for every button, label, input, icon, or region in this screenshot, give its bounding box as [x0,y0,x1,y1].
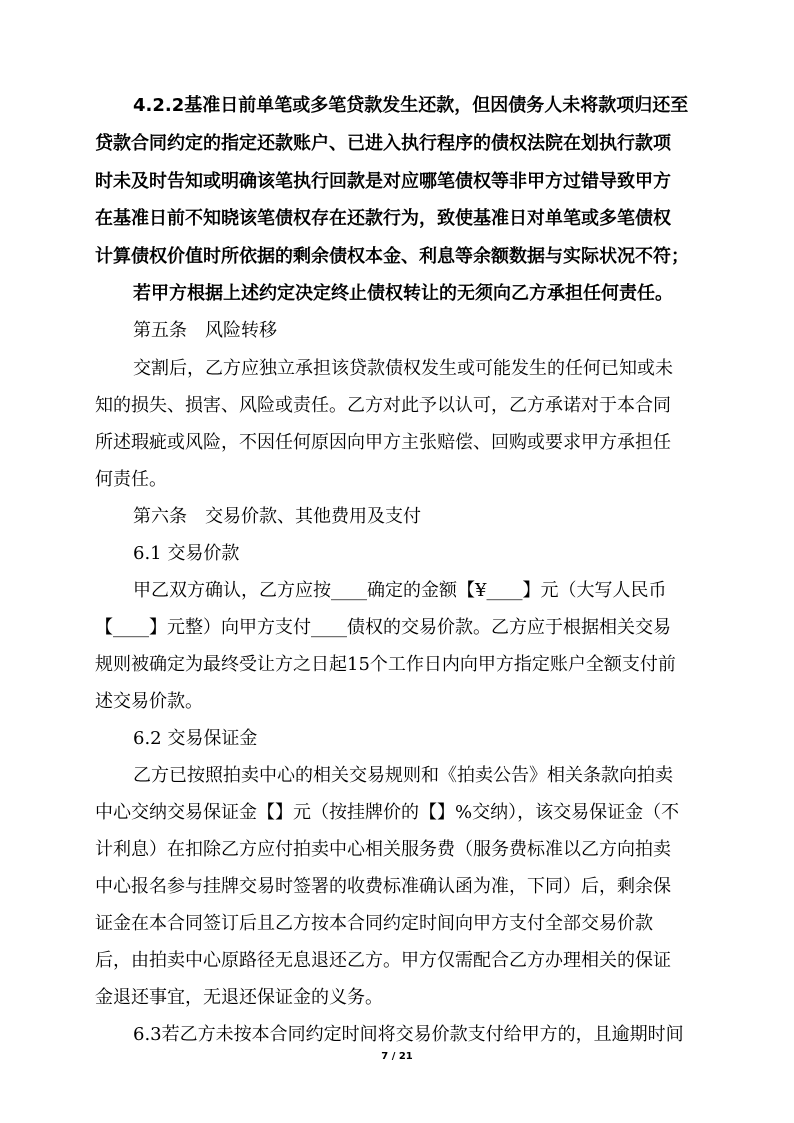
section-6-2-body-line: 金退还事宜，无退还保证金的义务。 [95,987,383,1008]
clause-4-2-2-line: 4.2.2基准日前单笔或多笔贷款发生还款，但因债务人未将款项归还至 [133,95,689,116]
article-5-heading: 第五条 风险转移 [133,320,277,341]
section-6-2-body-line: 后，由拍卖中心原路径无息退还乙方。甲方仅需配合乙方办理相关的保证 [95,950,671,971]
page-number: 7 / 21 [381,1051,413,1062]
article-5-body-line: 所述瑕疵或风险，不因任何原因向甲方主张赔偿、回购或要求甲方承担任 [95,432,671,453]
section-6-1-body-line: 规则被确定为最终受让方之日起15个工作日内向甲方指定账户全额支付前 [95,654,676,675]
section-6-1-body-line: 甲乙双方确认，乙方应按____确定的金额【¥____】元（大写人民币 [133,580,667,601]
clause-4-2-2-line: 计算债权价值时所依据的剩余债权本金、利息等余额数据与实际状况不符； [95,246,689,267]
section-6-1-body-line: 【____】元整）向甲方支付____债权的交易价款。乙方应于根据相关交易 [95,617,671,638]
section-6-2-body-line: 证金在本合同签订后且乙方按本合同约定时间向甲方支付全部交易价款 [95,913,653,934]
section-6-2-body-line: 计利息）在扣除乙方应付拍卖中心相关服务费（服务费标准以乙方向拍卖 [95,839,671,860]
section-6-1-heading: 6.1 交易价款 [133,543,240,564]
section-6-2-body-line: 中心报名参与挂牌交易时签署的收费标准确认函为准，下同）后，剩余保 [95,876,671,897]
section-6-1-body-line: 述交易价款。 [95,691,203,712]
clause-4-2-2-line: 在基准日前不知晓该笔债权存在还款行为，致使基准日对单笔或多笔债权 [95,208,671,229]
article-5-body-line: 知的损失、损害、风险或责任。乙方对此予以认可，乙方承诺对于本合同 [95,395,671,416]
article-6-heading: 第六条 交易价款、其他费用及支付 [133,506,421,527]
clause-4-2-2-line: 贷款合同约定的指定还款账户、已进入执行程序的债权法院在划执行款项 [95,133,671,154]
clause-4-2-2-tail: 若甲方根据上述约定决定终止债权转让的无须向乙方承担任何责任。 [133,283,673,304]
article-5-body-line: 交割后，乙方应独立承担该贷款债权发生或可能发生的任何已知或未 [133,358,673,379]
section-6-2-heading: 6.2 交易保证金 [133,728,258,749]
article-5-body-line: 何责任。 [95,469,167,490]
section-6-2-body-line: 中心交纳交易保证金【】元（按挂牌价的【】%交纳），该交易保证金（不 [95,802,680,823]
section-6-3-first-line: 6.3若乙方未按本合同约定时间将交易价款支付给甲方的，且逾期时间 [133,1024,684,1045]
section-6-2-body-line: 乙方已按照拍卖中心的相关交易规则和《拍卖公告》相关条款向拍卖 [133,765,673,786]
clause-4-2-2-line: 时未及时告知或明确该笔执行回款是对应哪笔债权等非甲方过错导致甲方 [95,171,671,192]
